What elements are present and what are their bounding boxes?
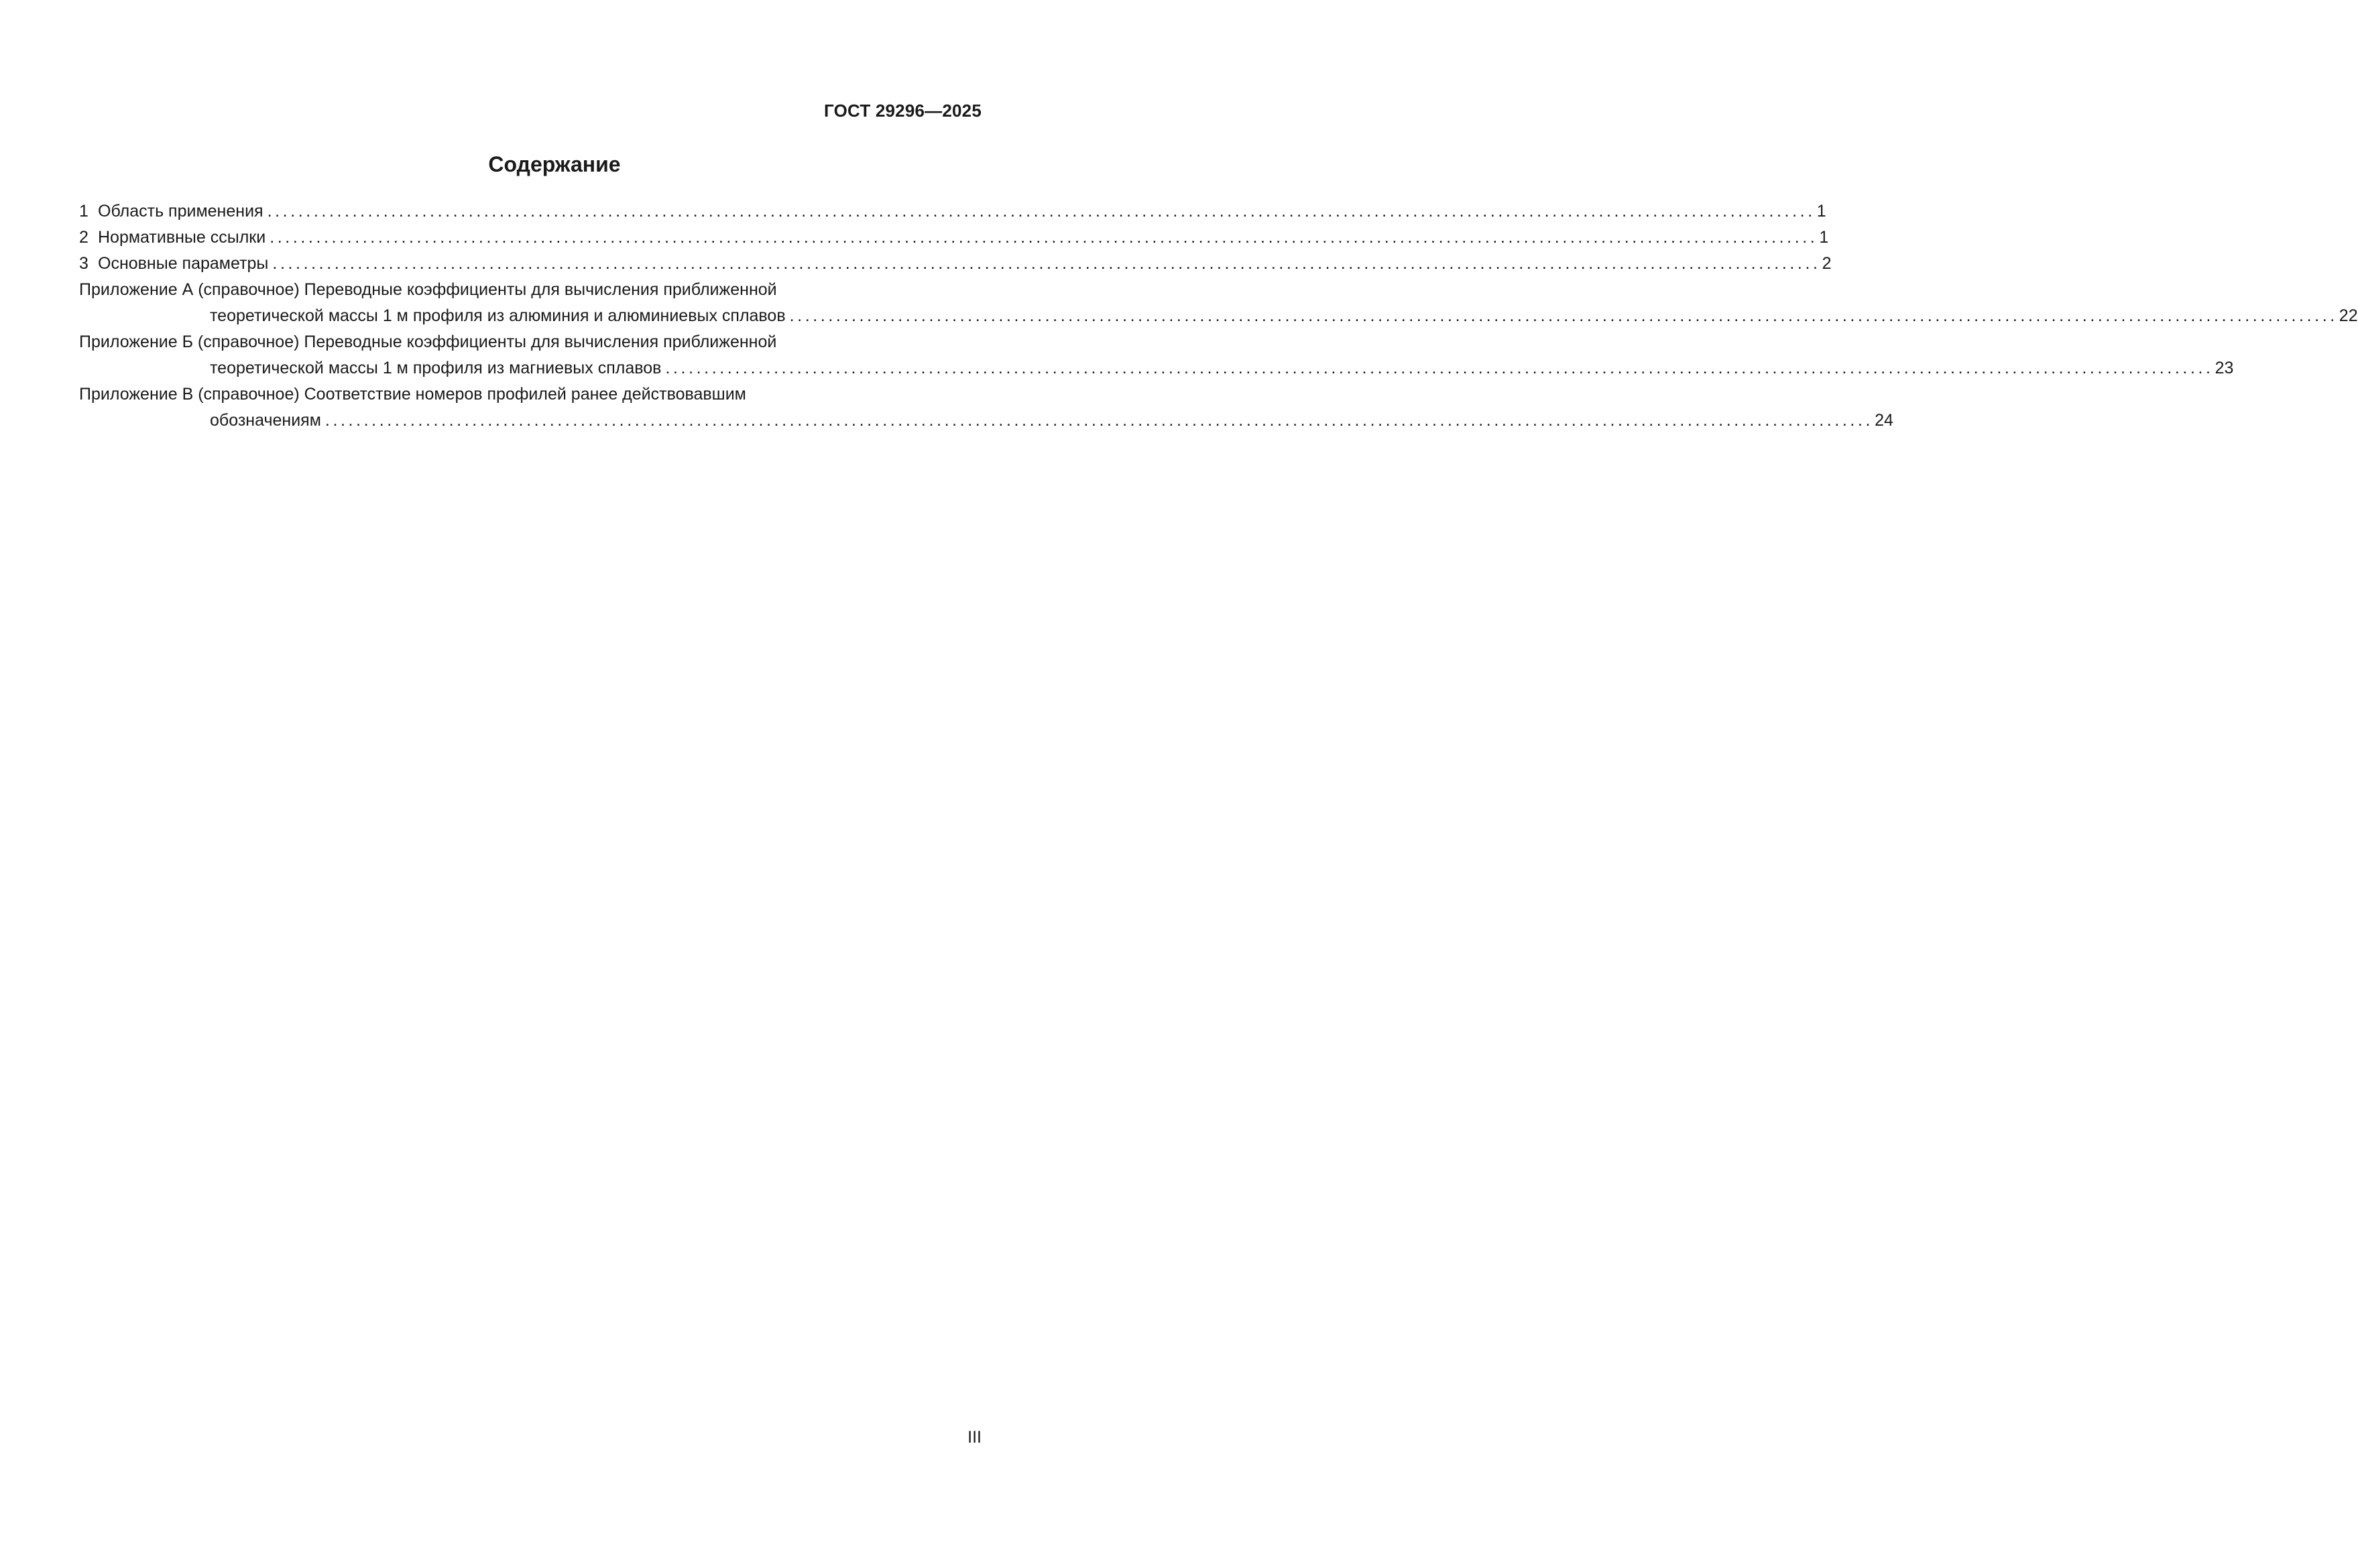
dot-leader: ........................................................................................................................................................................................................ xyxy=(272,254,1821,273)
toc-entry-line xyxy=(79,303,2358,329)
toc-entry-page: 2 xyxy=(1822,254,1832,273)
toc-entry-scope[interactable] xyxy=(79,198,1826,225)
toc-entry-number: 3 xyxy=(79,254,89,273)
document-code: ГОСТ 29296—2025 xyxy=(824,101,982,121)
toc-entry-appendix-a[interactable] xyxy=(79,277,2358,329)
toc-entry-main-parameters[interactable] xyxy=(79,251,1832,277)
toc-entry-line xyxy=(79,355,2234,381)
dot-leader: ........................................................................................................................................................................................................ xyxy=(325,411,1874,430)
toc-entry-appendix-v[interactable] xyxy=(79,381,1893,434)
toc-entry-page: 22 xyxy=(2339,306,2358,325)
toc-entry-text: Нормативные ссылки xyxy=(98,228,266,247)
toc-entry-line xyxy=(79,329,982,355)
table-of-contents xyxy=(79,198,2358,434)
dot-leader: ........................................................................................................................................................................................................ xyxy=(789,306,2338,325)
dot-leader: ........................................................................................................................................................................................................ xyxy=(270,228,1818,247)
toc-entry-line xyxy=(79,277,982,303)
toc-title: Содержание xyxy=(488,152,621,176)
page-number: III xyxy=(967,1428,982,1447)
toc-entry-line xyxy=(79,408,1893,434)
toc-entry-text: теоретической массы 1 м профиля из магниевых сплавов xyxy=(210,359,662,377)
toc-entry-page: 1 xyxy=(1816,202,1826,221)
toc-entry-text: Основные параметры xyxy=(98,254,269,273)
toc-entry-page: 24 xyxy=(1875,411,1893,430)
toc-entry-normative-references[interactable] xyxy=(79,225,1829,251)
toc-entry-page: 1 xyxy=(1819,228,1829,247)
toc-entry-text: теоретической массы 1 м профиля из алюминия и алюминиевых сплавов xyxy=(210,306,786,325)
toc-entry-text: Приложение А (справочное) Переводные коэффициенты для вычисления приближенной xyxy=(79,280,777,299)
toc-entry-page: 23 xyxy=(2215,359,2234,377)
toc-entry-line xyxy=(79,381,982,408)
toc-entry-number: 1 xyxy=(79,202,89,221)
toc-entry-text: обозначениям xyxy=(210,411,321,430)
dot-leader: ........................................................................................................................................................................................................ xyxy=(665,359,2214,377)
toc-entry-text: Приложение В (справочное) Соответствие номеров профилей ранее действовавшим xyxy=(79,385,746,404)
toc-entry-text: Приложение Б (справочное) Переводные коэффициенты для вычисления приближенной xyxy=(79,333,777,351)
dot-leader: ........................................................................................................................................................................................................ xyxy=(267,202,1816,221)
toc-entry-appendix-b[interactable] xyxy=(79,329,2234,381)
toc-entry-text: Область применения xyxy=(98,202,263,221)
toc-entry-number: 2 xyxy=(79,228,89,247)
